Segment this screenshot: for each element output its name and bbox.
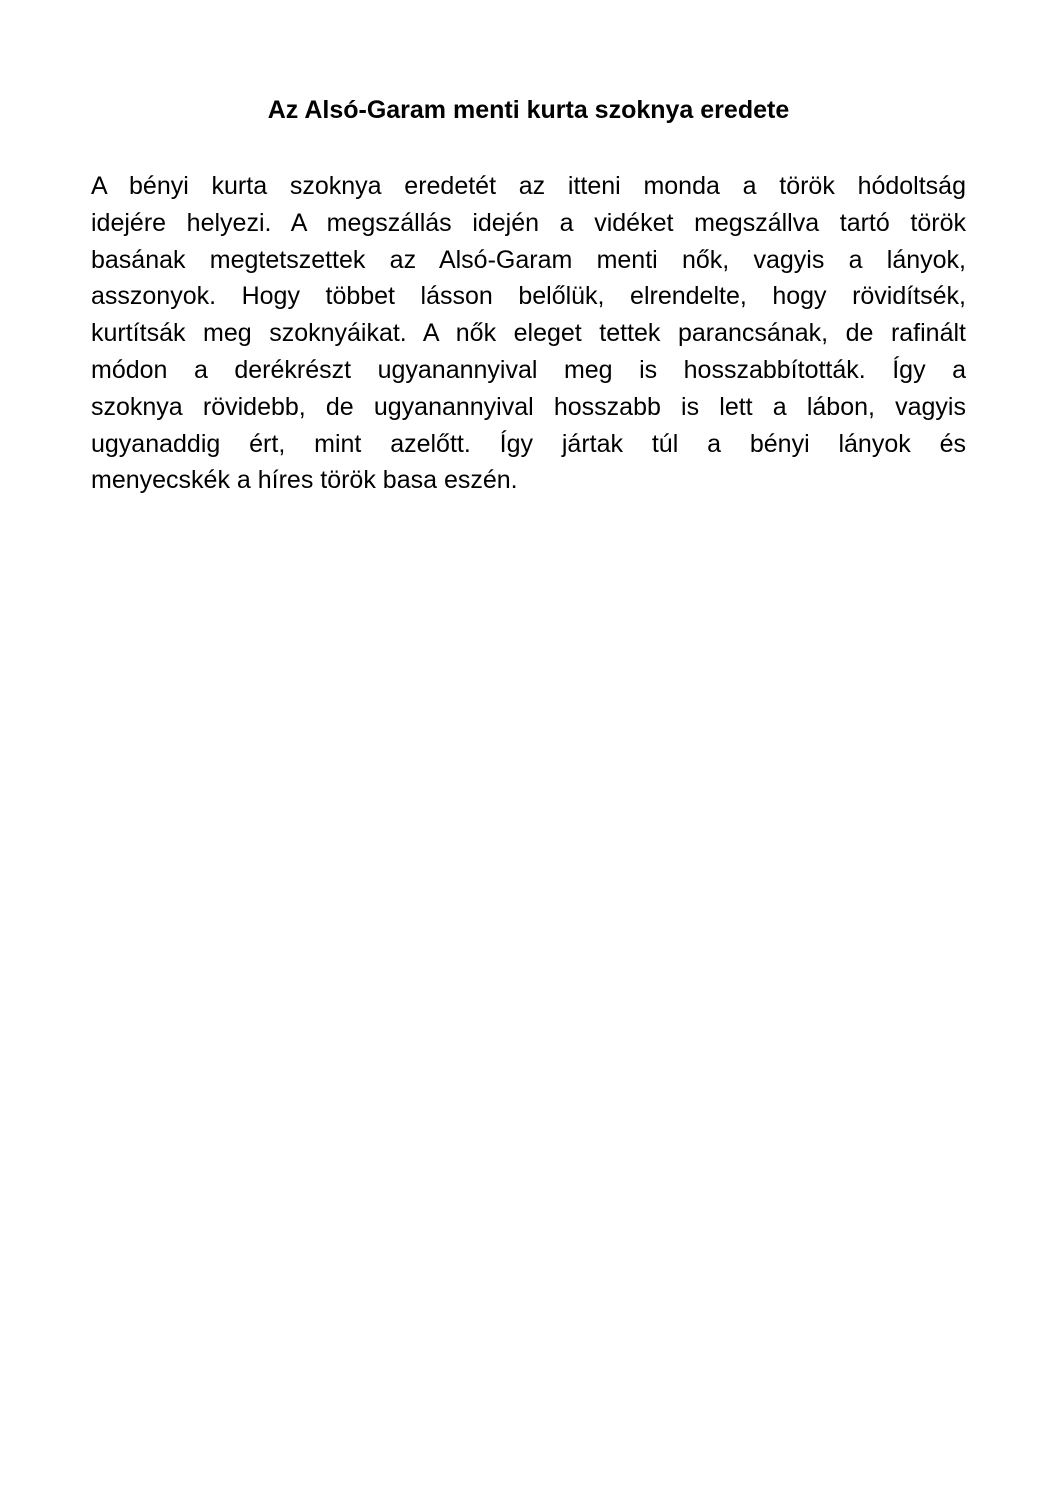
paragraph-line: basának megtetszettek az Alsó-Garam menti nők, vagyis a lányok,	[91, 245, 966, 274]
paragraph-line: asszonyok. Hogy többet lásson belőlük, elrendelte, hogy rövidítsék,	[91, 282, 966, 311]
document-paragraph	[91, 168, 966, 499]
paragraph-line: módon a derékrészt ugyanannyival meg is hosszabbították. Így a	[91, 355, 966, 384]
paragraph-line: idejére helyezi. A megszállás idején a vidéket megszállva tartó török	[91, 208, 966, 237]
paragraph-line: kurtítsák meg szoknyáikat. A nők eleget tettek parancsának, de rafinált	[91, 319, 966, 348]
paragraph-line: A bényi kurta szoknya eredetét az itteni monda a török hódoltság	[91, 172, 966, 200]
document-title: Az Alsó-Garam menti kurta szoknya eredete	[267, 96, 790, 124]
paragraph-line: ugyanaddig ért, mint azelőtt. Így jártak túl a bényi lányok és	[91, 429, 966, 458]
paragraph-line: szoknya rövidebb, de ugyanannyival hosszabb is lett a lábon, vagyis	[91, 392, 966, 421]
paragraph-line: menyecskék a híres török basa eszén.	[91, 466, 518, 495]
